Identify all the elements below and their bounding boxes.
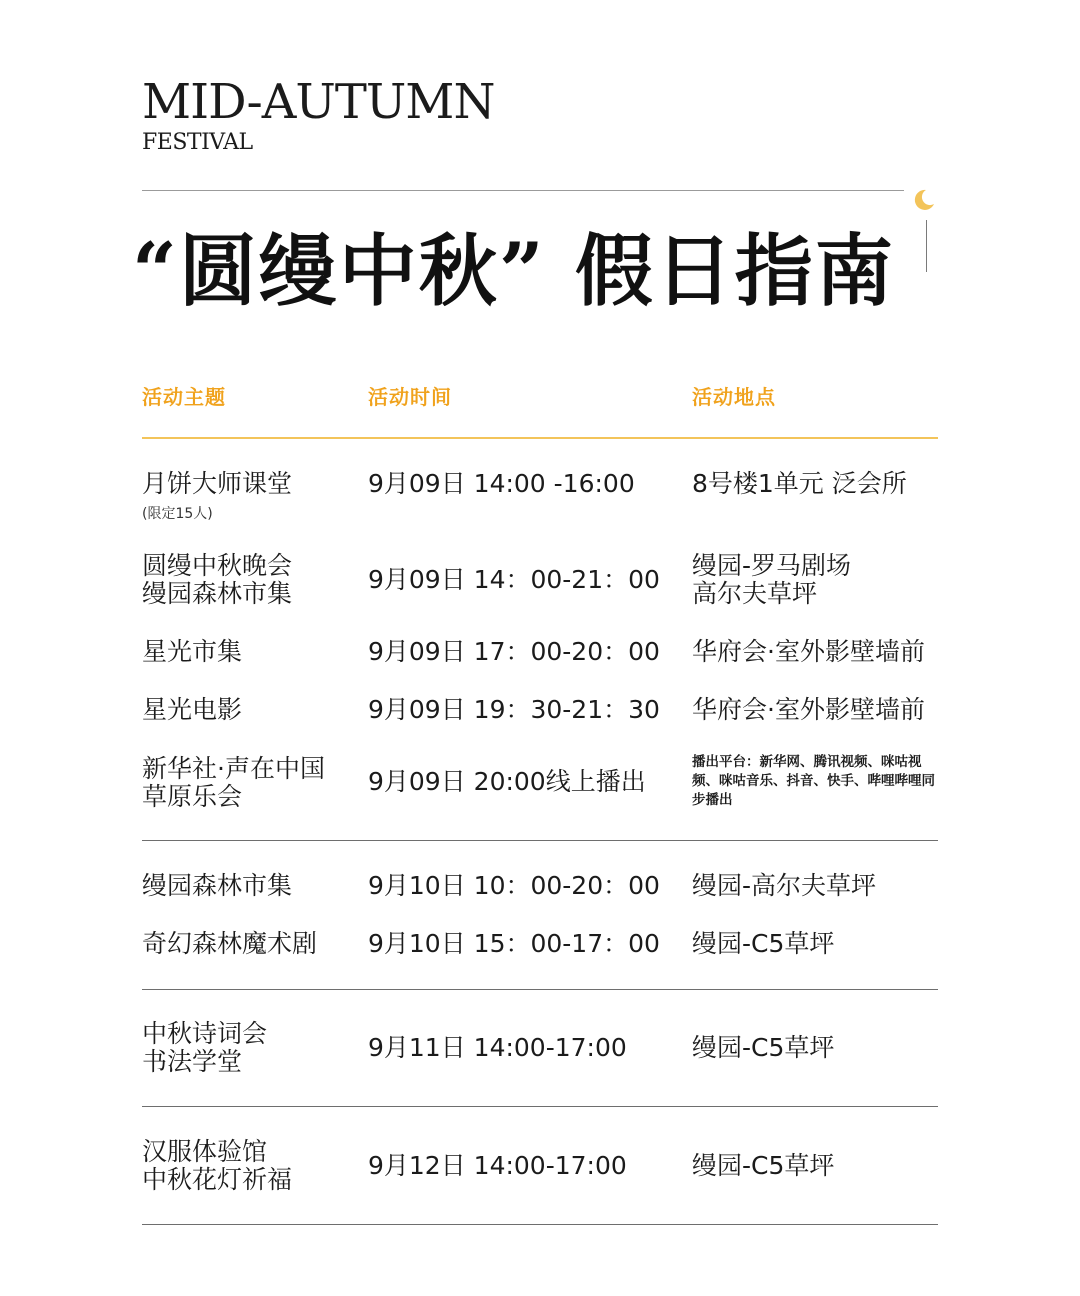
row-theme-line-1: 中秋诗词会 [142,1019,268,1048]
row-theme: 缦园森林市集 [142,871,293,900]
row-place: 缦园-C5草坪 [692,929,835,958]
row-time: 9月09日 14：00-21：00 [368,565,660,594]
row-place: 华府会·室外影壁墙前 [692,637,925,666]
row-theme-line-1: 汉服体验馆 [142,1137,268,1166]
row-time: 9月10日 10：00-20：00 [368,871,660,900]
row-place: 缦园-C5草坪 [692,1151,835,1180]
column-header-theme: 活动主题 [142,385,226,409]
row-theme-line-1: 圆缦中秋晚会 [142,551,293,580]
brand-title: MID-AUTUMN [142,74,495,130]
row-place-line-2: 高尔夫草坪 [692,579,818,608]
column-header-place: 活动地点 [692,385,776,409]
crescent-moon-icon [910,186,938,214]
row-time: 9月09日 19：30-21：30 [368,695,660,724]
row-place-platforms: 播出平台：新华网、腾讯视频、咪咕视频、咪咕音乐、抖音、快手、哔哩哔哩同步播出 [692,754,935,808]
group-divider [142,989,938,990]
row-time: 9月11日 14:00-17:00 [368,1033,627,1062]
row-theme-line-2: 书法学堂 [142,1047,243,1076]
row-theme: 星光电影 [142,695,243,724]
row-time: 9月09日 17：00-20：00 [368,637,660,666]
row-note: (限定15人) [142,506,213,522]
row-place: 华府会·室外影壁墙前 [692,695,925,724]
row-theme-line-2: 草原乐会 [142,782,243,811]
row-place: 缦园-高尔夫草坪 [692,871,877,900]
header-divider [142,190,904,191]
page-title: “圆缦中秋” 假日指南 [132,226,895,317]
row-theme-line-2: 缦园森林市集 [142,579,293,608]
brand-subtitle: FESTIVAL [142,130,253,155]
group-divider [142,1224,938,1225]
row-time: 9月09日 20:00线上播出 [368,767,646,796]
header-gold-divider [142,437,938,439]
title-side-rule [926,220,927,272]
row-time: 9月12日 14:00-17:00 [368,1151,627,1180]
group-divider [142,1106,938,1107]
row-time: 9月10日 15：00-17：00 [368,929,660,958]
row-theme: 月饼大师课堂 [142,469,293,498]
column-header-time: 活动时间 [368,385,452,409]
row-theme: 奇幻森林魔术剧 [142,929,318,958]
row-time: 9月09日 14:00 -16:00 [368,469,635,498]
row-place: 缦园-C5草坪 [692,1033,835,1062]
group-divider [142,840,938,841]
row-theme: 星光市集 [142,637,243,666]
row-place-line-1: 缦园-罗马剧场 [692,551,852,580]
row-place: 8号楼1单元 泛会所 [692,469,907,498]
row-theme-line-2: 中秋花灯祈福 [142,1165,293,1194]
row-theme-line-1: 新华社·声在中国 [142,754,325,783]
